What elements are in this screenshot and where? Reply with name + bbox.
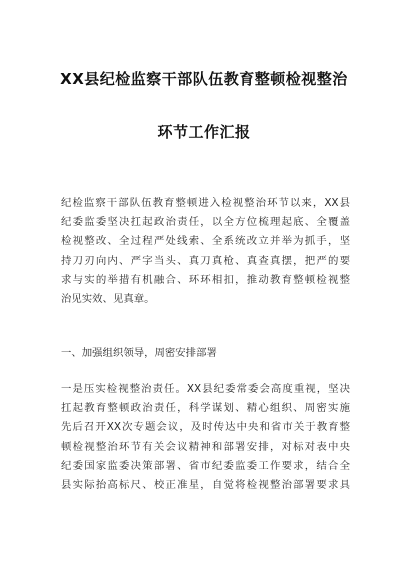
paragraph-line: 纪委监委坚决扛起政治责任，以全方位梳理起底、全覆盖	[61, 216, 350, 229]
section-paragraph	[61, 380, 350, 495]
section-heading: 一、加强组织领导，周密安排部署	[61, 347, 217, 359]
paragraph-line: 治见实效、见真章。	[61, 292, 155, 305]
paragraph-line: 持刀刃向内、严字当头、真刀真枪、真查真摆，把严的要	[61, 254, 350, 267]
paragraph-line: 扛起教育整顿政治责任，科学谋划、精心组织、周密实施	[61, 402, 350, 415]
paragraph-line: 纪检监察干部队伍教育整顿进入检视整治环节以来，XX县	[61, 197, 350, 209]
paragraph-line: 县实际抬高标尺、校正准星，自觉将检视整治部署要求具	[61, 478, 350, 491]
paragraph-line: 顿检视整治环节有关会议精神和部署安排，对标对表中央	[61, 440, 350, 453]
paragraph-line: 检视整改、全过程严处线索、全系统改立并举为抓手，坚	[61, 235, 350, 248]
paragraph-line: 纪委国家监委决策部署、省市纪委监委工作要求，结合全	[61, 459, 350, 472]
document-title-line-1: XX县纪检监察干部队伍教育整顿检视整治	[60, 70, 348, 88]
paragraph-line: 求与实的举措有机融合、环环相扣，推动教育整顿检视整	[61, 273, 350, 286]
paragraph-line: 一是压实检视整治责任。XX县纪委常委会高度重视，坚决	[61, 383, 350, 395]
intro-paragraph	[61, 194, 350, 309]
document-title-line-2: 环节工作汇报	[157, 123, 251, 141]
paragraph-line: 先后召开XX次专题会议，及时传达中央和省市关于教育整	[61, 421, 350, 434]
